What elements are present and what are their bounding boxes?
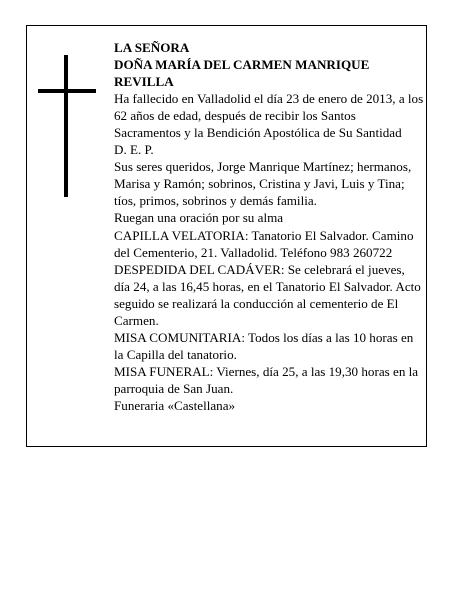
funeral-home: Funeraria «Castellana» [114, 397, 236, 413]
prayer-request: Ruegan una oración por su alma [114, 210, 284, 226]
farewell-info: DESPEDIDA DEL CADÁVER: Se celebrará el jueves, día 24, a las 16,45 horas, en el Tanatorio El Salvador. Acto seguido se realizará la conducción al cementerio de El Carmen. [114, 261, 421, 328]
cross-vertical-bar [64, 55, 68, 197]
deceased-name: DOÑA MARÍA DEL CARMEN MANRIQUE REVILLA [114, 57, 370, 90]
cross-horizontal-bar [38, 89, 96, 93]
death-announcement: Ha fallecido en Valladolid el día 23 de enero de 2013, a los 62 años de edad, después de recibir los Santos Sacramentos y la Bendición Apostólica de Su Santidad [114, 91, 424, 141]
family-list: Sus seres queridos, Jorge Manrique Martínez; hermanos, Marisa y Ramón; sobrinos, Cristina y Javi, Luis y Tina; tíos, primos, sobrinos y demás familia. [114, 159, 412, 209]
obituary-title: LA SEÑORA [114, 40, 190, 55]
obituary-text [114, 39, 424, 414]
rip-line: D. E. P. [114, 142, 154, 158]
cross-icon [38, 55, 96, 197]
funeral-mass-info: MISA FUNERAL: Viernes, día 25, a las 19,30 horas en la parroquia de San Juan. [114, 363, 419, 396]
community-mass-info: MISA COMUNITARIA: Todos los días a las 10 horas en la Capilla del tanatorio. [114, 329, 414, 362]
wake-chapel-info: CAPILLA VELATORIA: Tanatorio El Salvador. Camino del Cementerio, 21. Valladolid. Teléfono 983 260722 [114, 227, 414, 260]
